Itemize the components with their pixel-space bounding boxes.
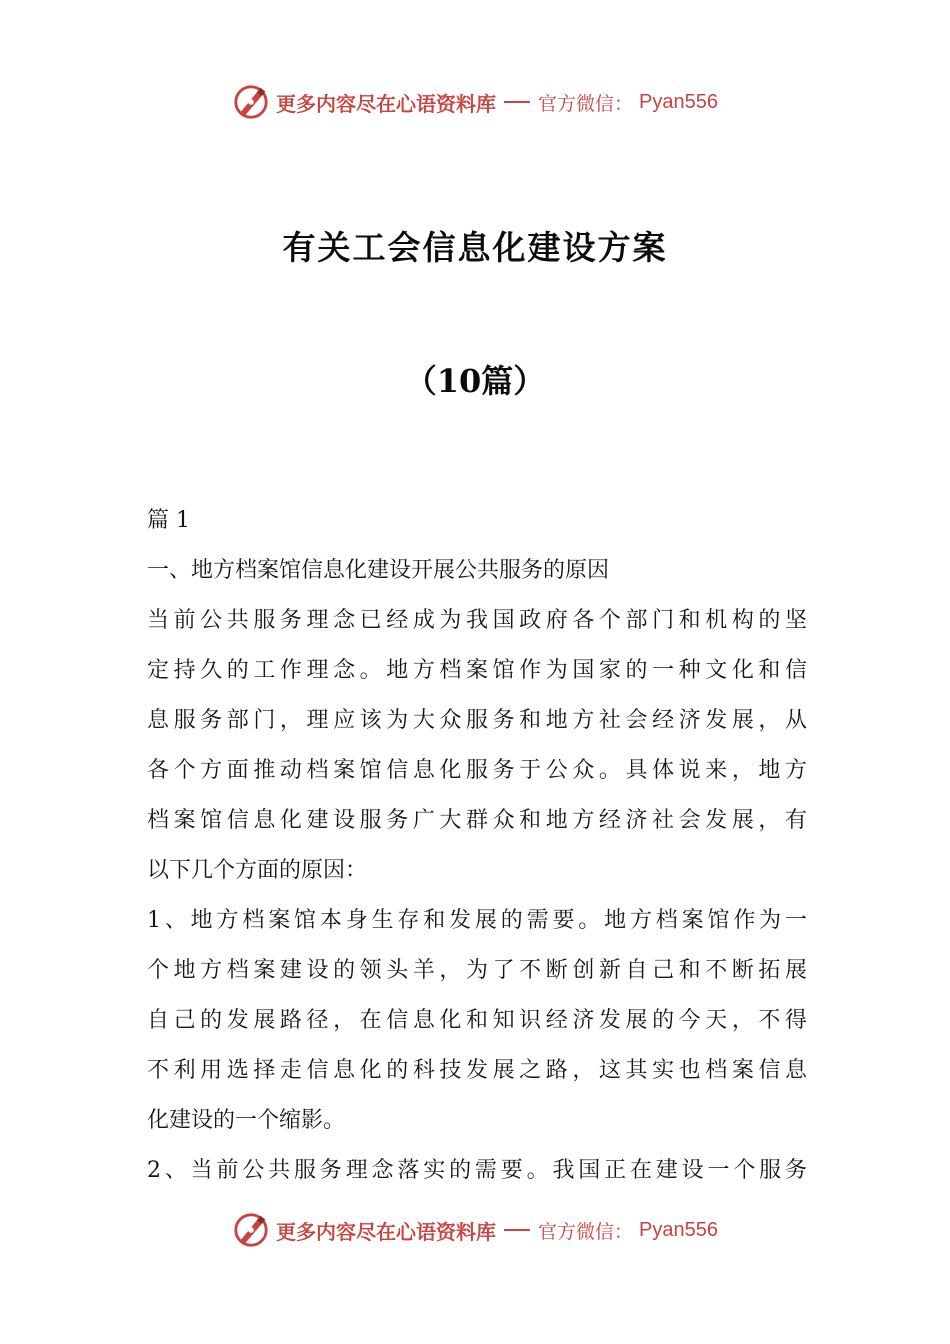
body-text-line: 定持久的工作理念。地方档案馆作为国家的一种文化和信 [147, 658, 807, 683]
brand-text: 更多内容尽在心语资料库 [276, 91, 496, 116]
footer-watermark-banner [0, 1208, 950, 1252]
body-text-line: 各个方面推动档案馆信息化服务于公众。具体说来，地方 [147, 758, 807, 783]
banner-dash-divider [504, 1229, 530, 1231]
body-text-line: 档案馆信息化建设服务广大群众和地方经济社会发展，有 [147, 808, 807, 833]
wechat-id: Pyan556 [639, 1218, 718, 1241]
document-body [147, 496, 807, 1196]
body-text-line: 2、当前公共服务理念落实的需要。我国正在建设一个服务 [147, 1158, 807, 1183]
body-text-line: 以下几个方面的原因： [147, 858, 368, 883]
body-text-line: 息服务部门，理应该为大众服务和地方社会经济发展，从 [147, 708, 807, 733]
banner-dash-divider [504, 101, 530, 103]
wechat-label: 官方微信： [538, 1220, 634, 1243]
header-watermark-banner [0, 80, 950, 124]
document-title: 有关工会信息化建设方案 [282, 228, 668, 267]
brand-text: 更多内容尽在心语资料库 [276, 1219, 496, 1244]
body-text-line: 化建设的一个缩影。 [147, 1108, 346, 1133]
body-text-line: 篇 1 [147, 508, 190, 533]
body-text-line: 不利用选择走信息化的科技发展之路，这其实也档案信息 [147, 1058, 807, 1083]
pen-circle-logo-icon [232, 83, 270, 121]
body-text-line: 1、地方档案馆本身生存和发展的需要。地方档案馆作为一 [147, 908, 807, 933]
wechat-id: Pyan556 [639, 90, 718, 113]
document-subtitle: （10篇） [404, 362, 546, 400]
body-text-line: 一、地方档案馆信息化建设开展公共服务的原因 [147, 558, 610, 583]
pen-circle-logo-icon [232, 1211, 270, 1249]
body-text-line: 当前公共服务理念已经成为我国政府各个部门和机构的坚 [147, 608, 807, 633]
body-text-line: 自己的发展路径，在信息化和知识经济发展的今天，不得 [147, 1008, 807, 1033]
body-text-line: 个地方档案建设的领头羊，为了不断创新自己和不断拓展 [147, 958, 807, 983]
wechat-label: 官方微信： [538, 92, 634, 115]
